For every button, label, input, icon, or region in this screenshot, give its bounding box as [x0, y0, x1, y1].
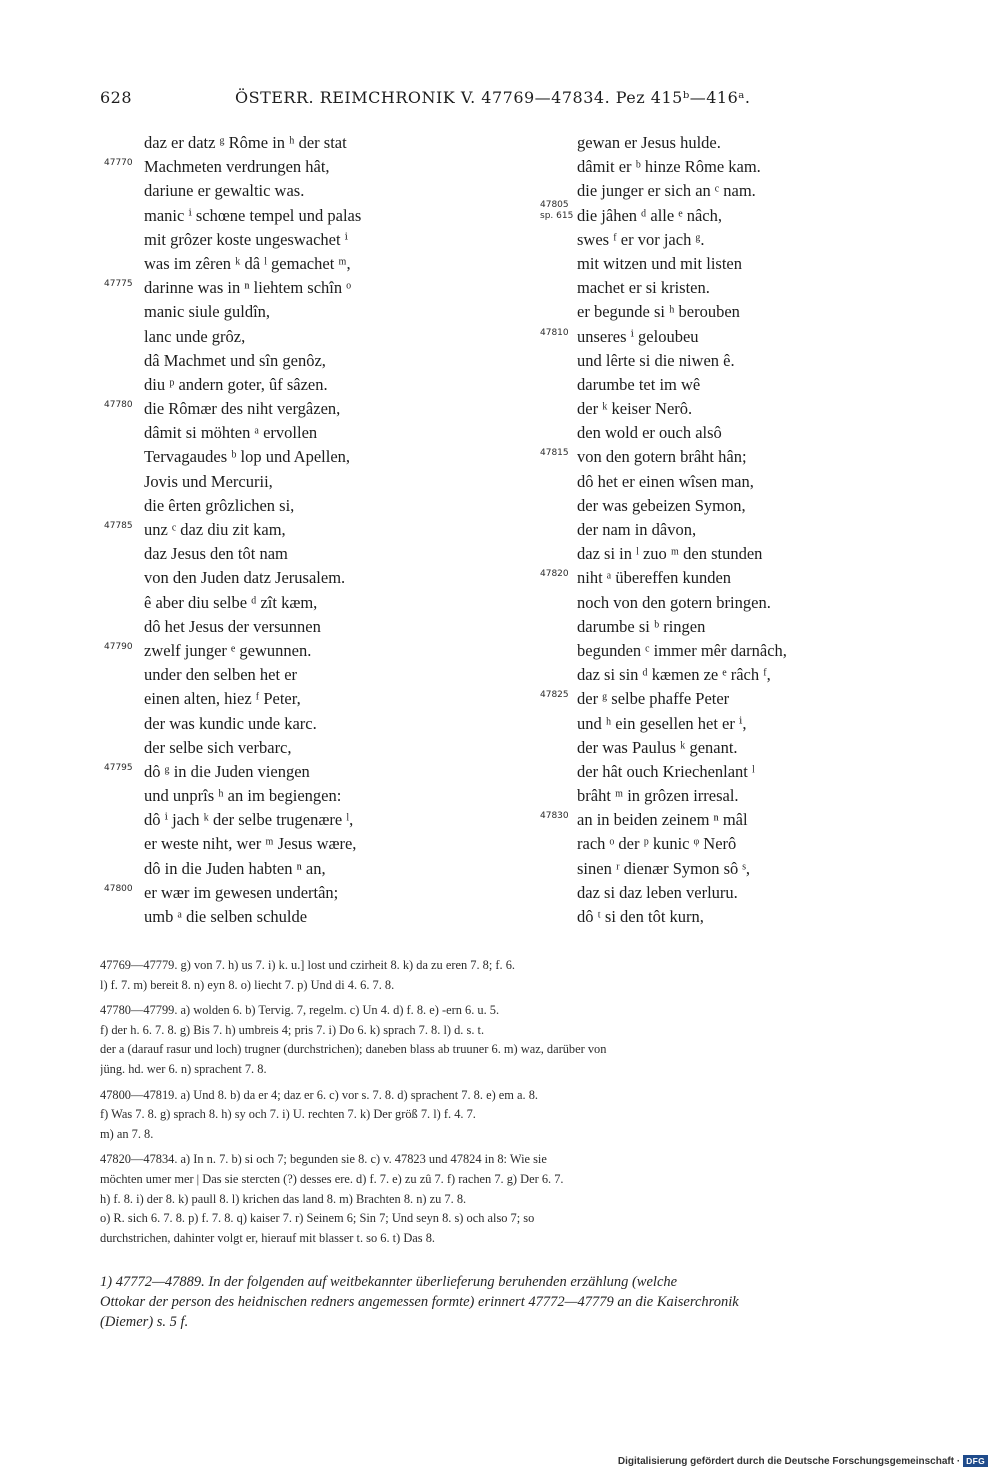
- verse-text: daz si sin ᵈ kæmen ze ᵉ râch ᶠ,: [577, 665, 771, 685]
- verse-text: der was gebeizen Symon,: [577, 495, 746, 515]
- verse-line: [100, 228, 500, 252]
- verse-text: die Rômær des niht vergâzen,: [144, 399, 341, 419]
- verse-line: [530, 639, 930, 663]
- verse-column-left: [100, 131, 500, 929]
- verse-text: den wold er ouch alsô: [577, 423, 722, 443]
- verse-line: [530, 300, 930, 324]
- verse-text: mit grôzer koste ungeswachet ⁱ: [144, 229, 349, 249]
- verse-text: brâht ᵐ in grôzen irresal.: [577, 786, 739, 806]
- verse-text: unz ᶜ daz diu zit kam,: [144, 520, 286, 539]
- critical-apparatus: [100, 956, 950, 1248]
- verse-line: [530, 518, 930, 542]
- verse-line: [100, 905, 500, 929]
- verse-line: [530, 349, 930, 373]
- verse-text: dô ⁱ jach ᵏ der selbe trugenære ˡ,: [144, 810, 354, 830]
- verse-line: [530, 832, 930, 856]
- verse-text: einen alten, hiez ᶠ Peter,: [144, 689, 301, 709]
- verse-line: [530, 881, 930, 905]
- verse-text: under den selben het er: [144, 665, 298, 685]
- apparatus-line: möchten umer mer | Das sie stercten (?) desses ere. d) f. 7. e) zu zû 7. f) rachen 7. g) Der 6. 7.: [100, 1171, 564, 1186]
- verse-line: [530, 905, 930, 929]
- verse-text: von den Juden datz Jerusalem.: [144, 568, 346, 588]
- verse-line: [100, 131, 500, 155]
- verse-line: [530, 712, 930, 736]
- verse-line: [100, 760, 500, 784]
- verse-text: niht ᵃ übereffen kunden: [577, 568, 732, 588]
- verse-line: [100, 494, 500, 518]
- line-number: 47805: [540, 199, 569, 210]
- verse-line: [530, 276, 930, 300]
- verse-text: swes ᶠ er vor jach ᵍ.: [577, 229, 705, 249]
- verse-line: [530, 131, 930, 155]
- verse-line: [100, 591, 500, 615]
- verse-line: [530, 760, 930, 784]
- verse-text: darumbe si ᵇ ringen: [577, 616, 706, 636]
- verse-text: manic ⁱ schœne tempel und palas: [144, 205, 362, 225]
- verse-text: dô het Jesus der versunnen: [144, 616, 321, 636]
- verse-line: [100, 155, 500, 179]
- verse-text: umb ᵃ die selben schulde: [144, 907, 308, 926]
- verse-text: dâ Machmet und sîn genôz,: [144, 350, 326, 370]
- verse-text: daz si daz leben verluru.: [577, 882, 738, 902]
- verse-line: [530, 445, 930, 469]
- line-number: 47810: [540, 327, 569, 338]
- verse-text: dâmit er ᵇ hinze Rôme kam.: [577, 157, 761, 177]
- verse-text: Tervagaudes ᵇ lop und Apellen,: [144, 447, 351, 467]
- verse-text: er wær im gewesen undertân;: [144, 882, 339, 902]
- verse-text: machet er si kristen.: [577, 278, 710, 298]
- running-title: ÖSTERR. REIMCHRONIK V. 47769—47834. Pez 415ᵇ—416ᵃ.: [235, 88, 751, 107]
- verse-line: [530, 252, 930, 276]
- verse-line: [530, 591, 930, 615]
- line-number: 47795: [104, 762, 133, 773]
- verse-line: [100, 204, 500, 228]
- verse-line: [530, 421, 930, 445]
- verse-text: der ᵏ keiser Nerô.: [577, 399, 693, 419]
- verse-text: der selbe sich verbarc,: [144, 737, 292, 757]
- footnote-line: Ottokar der person des heidnischen redners angemessen formte) erinnert 47772—47779 an die Kaiserchronik: [100, 1294, 739, 1310]
- verse-line: [100, 784, 500, 808]
- page-number: 628: [100, 88, 133, 107]
- verse-line: [100, 663, 500, 687]
- verse-line: [100, 397, 500, 421]
- apparatus-line: 47800—47819. a) Und 8. b) da er 4; daz er 6. c) vor s. 7. 8. d) sprachent 7. 8. e) em a. 8.: [100, 1087, 539, 1102]
- column-reference: sp. 615: [540, 210, 574, 221]
- apparatus-line: der a (darauf rasur und loch) trugner (durchstrichen); daneben blass ab truuner 6. m) waz, darüber von: [100, 1042, 607, 1057]
- verse-line: [100, 808, 500, 832]
- line-number: 47800: [104, 883, 133, 894]
- apparatus-line: 47780—47799. a) wolden 6. b) Tervig. 7, regelm. c) Un 4. d) f. 8. e) -ern 6. u. 5.: [100, 1003, 500, 1018]
- verse-line: [530, 566, 930, 590]
- verse-text: dâmit si möhten ᵃ ervollen: [144, 423, 318, 443]
- verse-line: [100, 470, 500, 494]
- line-number: 47825: [540, 690, 569, 701]
- verse-text: daz Jesus den tôt nam: [144, 544, 288, 564]
- verse-line: [530, 615, 930, 639]
- line-number: 47820: [540, 569, 569, 580]
- verse-line: [100, 542, 500, 566]
- verse-text: der nam in dâvon,: [577, 520, 697, 539]
- apparatus-line: durchstrichen, dahinter volgt er, hierauf mit blasser t. so 6. t) Das 8.: [100, 1230, 435, 1245]
- verse-line: [100, 712, 500, 736]
- verse-text: er begunde si ʰ berouben: [577, 302, 740, 322]
- verse-line: [100, 736, 500, 760]
- apparatus-line: 47769—47779. g) von 7. h) us 7. i) k. u.] lost und czirheit 8. k) da zu eren 7. 8; f. 6.: [100, 958, 516, 972]
- verse-text: lanc unde grôz,: [144, 326, 246, 346]
- apparatus-line: h) f. 8. i) der 8. k) paull 8. l) krichen das land 8. m) Brachten 8. n) zu 7. 8.: [100, 1191, 467, 1206]
- footnote: [100, 1272, 950, 1332]
- verse-text: von den gotern brâht hân;: [577, 447, 747, 467]
- verse-line: [530, 470, 930, 494]
- apparatus-line: f) der h. 6. 7. 8. g) Bis 7. h) umbreis 4; pris 7. i) Do 6. k) sprach 7. 8. l) d. s. t.: [100, 1022, 485, 1037]
- apparatus-line: 47820—47834. a) In n. 7. b) si och 7; begunden sie 8. c) v. 47823 und 47824 in 8: Wie sie: [100, 1152, 547, 1167]
- verse-text: dô het er einen wîsen man,: [577, 471, 754, 491]
- dfg-funding-banner: [618, 1453, 988, 1469]
- verse-text: noch von den gotern bringen.: [577, 592, 771, 612]
- verse-text: dô ᵍ in die Juden viengen: [144, 761, 310, 781]
- verse-text: manic siule guldîn,: [144, 302, 271, 322]
- verse-line: [530, 784, 930, 808]
- verse-line: [100, 639, 500, 663]
- verse-line: [530, 199, 930, 228]
- verse-text: sinen ʳ dienær Symon sô ˢ,: [577, 858, 751, 878]
- verse-line: [100, 349, 500, 373]
- verse-text: darumbe tet im wê: [577, 374, 701, 394]
- verse-line: [100, 179, 500, 203]
- verse-line: [100, 445, 500, 469]
- verse-line: [530, 179, 930, 203]
- line-number: 47830: [540, 811, 569, 822]
- page-header: [100, 88, 920, 112]
- verse-line: [530, 228, 930, 252]
- line-number: 47790: [104, 641, 133, 652]
- verse-text: begunden ᶜ immer mêr darnâch,: [577, 640, 787, 660]
- verse-line: [100, 881, 500, 905]
- verse-text: rach ᵒ der ᵖ kunic ᵠ Nerô: [577, 834, 737, 854]
- verse-text: mit witzen und mit listen: [577, 253, 742, 273]
- verse-line: [530, 857, 930, 881]
- verse-line: [530, 542, 930, 566]
- apparatus-line: f) Was 7. 8. g) sprach 8. h) sy och 7. i) U. rechten 7. k) Der größ 7. l) f. 4. 7.: [100, 1107, 476, 1122]
- verse-line: [100, 687, 500, 711]
- verse-text: und unprîs ʰ an im begiengen:: [144, 786, 342, 806]
- verse-text: gewan er Jesus hulde.: [577, 133, 721, 152]
- apparatus-line: jüng. hd. wer 6. n) sprachent 7. 8.: [100, 1061, 267, 1076]
- apparatus-line: l) f. 7. m) bereit 8. n) eyn 8. o) liecht 7. p) Und di 4. 6. 7. 8.: [100, 977, 395, 992]
- line-number: 47815: [540, 448, 569, 459]
- verse-text: der ᵍ selbe phaffe Peter: [577, 689, 730, 709]
- verse-text: dô in die Juden habten ⁿ an,: [144, 858, 326, 878]
- verse-line: [100, 276, 500, 300]
- verse-text: zwelf junger ᵉ gewunnen.: [144, 640, 312, 660]
- verse-line: [100, 566, 500, 590]
- verse-line: [530, 397, 930, 421]
- verse-line: [530, 155, 930, 179]
- verse-line: [100, 373, 500, 397]
- verse-line: [100, 832, 500, 856]
- verse-line: [100, 518, 500, 542]
- footnote-line: 1) 47772—47889. In der folgenden auf weitbekannter überlieferung beruhenden erzählung (welche: [100, 1274, 678, 1290]
- verse-text: diu ᵖ andern goter, ûf sâzen.: [144, 374, 328, 394]
- line-number: 47775: [104, 279, 133, 290]
- verse-text: ê aber diu selbe ᵈ zît kæm,: [144, 592, 318, 612]
- footnote-line: (Diemer) s. 5 f.: [100, 1314, 189, 1330]
- verse-text: der was kundic unde karc.: [144, 713, 317, 733]
- apparatus-line: o) R. sich 6. 7. 8. p) f. 7. 8. q) kaiser 7. r) Seinem 6; Sin 7; Und seyn 8. s) och also 7; so: [100, 1211, 535, 1226]
- verse-text: und ʰ ein gesellen het er ⁱ,: [577, 713, 747, 733]
- verse-text: an in beiden zeinem ⁿ mâl: [577, 810, 748, 830]
- verse-text: die êrten grôzlichen si,: [144, 495, 295, 515]
- verse-line: [530, 494, 930, 518]
- dfg-logo: DFG: [963, 1455, 988, 1467]
- verse-text: daz si in ˡ zuo ᵐ den stunden: [577, 544, 763, 564]
- verse-line: [100, 252, 500, 276]
- funding-text: Digitalisierung gefördert durch die Deutsche Forschungsgemeinschaft ·: [617, 1455, 961, 1467]
- verse-text: der was Paulus ᵏ genant.: [577, 737, 738, 757]
- verse-text: unseres ⁱ geloubeu: [577, 326, 699, 346]
- verse-text: Machmeten verdrungen hât,: [144, 157, 330, 177]
- verse-line: [530, 325, 930, 349]
- verse-line: [530, 687, 930, 711]
- verse-line: [530, 736, 930, 760]
- verse-text: daz er datz ᵍ Rôme in ʰ der stat: [144, 133, 347, 152]
- verse-line: [100, 300, 500, 324]
- verse-text: und lêrte si die niwen ê.: [577, 350, 735, 370]
- line-number: 47770: [104, 158, 133, 169]
- verse-text: dô ᵗ si den tôt kurn,: [577, 907, 704, 926]
- verse-text: er weste niht, wer ᵐ Jesus wære,: [144, 834, 357, 854]
- verse-text: dariune er gewaltic was.: [144, 181, 305, 201]
- verse-text: die junger er sich an ᶜ nam.: [577, 181, 756, 201]
- verse-line: [530, 663, 930, 687]
- verse-text: was im zêren ᵏ dâ ˡ gemachet ᵐ,: [144, 253, 351, 273]
- verse-line: [100, 421, 500, 445]
- verse-text: Jovis und Mercurii,: [144, 471, 273, 491]
- line-number: 47780: [104, 400, 133, 411]
- verse-line: [530, 808, 930, 832]
- verse-text: die jâhen ᵈ alle ᵉ nâch,: [577, 205, 722, 225]
- verse-line: [530, 373, 930, 397]
- verse-line: [100, 857, 500, 881]
- verse-text: der hât ouch Kriechenlant ˡ: [577, 761, 755, 781]
- line-number: 47785: [104, 521, 133, 531]
- verse-line: [100, 325, 500, 349]
- verse-line: [100, 615, 500, 639]
- apparatus-line: m) an 7. 8.: [100, 1126, 154, 1141]
- verse-text: darinne was in ⁿ liehtem schîn ᵒ: [144, 278, 351, 298]
- verse-column-right: [530, 131, 930, 929]
